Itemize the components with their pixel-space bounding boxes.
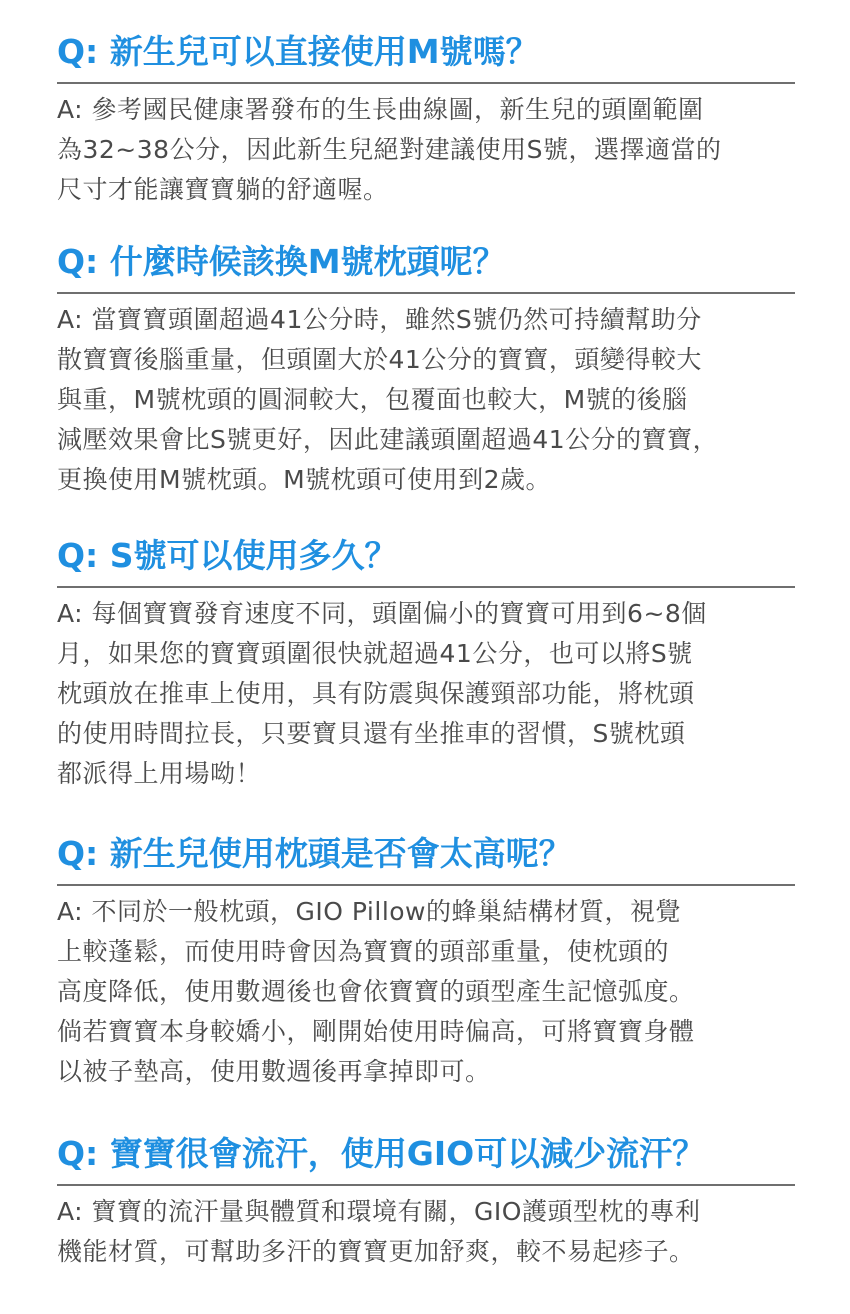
faq-question: Q: 新生兒可以直接使用M號嗎？ bbox=[57, 32, 539, 71]
answer-line: A: 每個寶寶發育速度不同，頭圍偏小的寶寶可用到6~8個 bbox=[57, 599, 707, 628]
faq-answer bbox=[57, 90, 797, 210]
faq-question: Q: S號可以使用多久？ bbox=[57, 536, 398, 575]
answer-line: 的使用時間拉長，只要寶貝還有坐推車的習慣，S號枕頭 bbox=[57, 719, 686, 748]
faq-item-s-size-duration bbox=[57, 536, 797, 794]
faq-item-newborn-m-size bbox=[57, 32, 797, 210]
answer-line: 枕頭放在推車上使用，具有防震與保護頸部功能，將枕頭 bbox=[57, 679, 695, 708]
answer-line: 更換使用M號枕頭。M號枕頭可使用到2歲。 bbox=[57, 465, 552, 494]
answer-line: 上較蓬鬆，而使用時會因為寶寶的頭部重量，使枕頭的 bbox=[57, 937, 670, 966]
faq-answer bbox=[57, 300, 797, 500]
answer-line: A: 寶寶的流汗量與體質和環境有關，GIO護頭型枕的專利 bbox=[57, 1197, 701, 1226]
answer-line: 月，如果您的寶寶頭圍很快就超過41公分，也可以將S號 bbox=[57, 639, 693, 668]
answer-line: 減壓效果會比S號更好，因此建議頭圍超過41公分的寶寶， bbox=[57, 425, 719, 454]
faq-question: Q: 寶寶很會流汗，使用GIO可以減少流汗？ bbox=[57, 1134, 706, 1173]
faq-item-sweating bbox=[57, 1134, 797, 1272]
answer-line: 倘若寶寶本身較嬌小，剛開始使用時偏高，可將寶寶身體 bbox=[57, 1017, 695, 1046]
faq-question: Q: 什麼時候該換M號枕頭呢？ bbox=[57, 242, 506, 281]
faq-answer bbox=[57, 1192, 797, 1272]
answer-line: 與重，M號枕頭的圓洞較大，包覆面也較大，M號的後腦 bbox=[57, 385, 688, 414]
faq-divider bbox=[57, 292, 795, 294]
answer-line: 都派得上用場呦！ bbox=[57, 759, 262, 788]
answer-line: 散寶寶後腦重量，但頭圍大於41公分的寶寶，頭變得較大 bbox=[57, 345, 702, 374]
answer-line: 高度降低，使用數週後也會依寶寶的頭型產生記憶弧度。 bbox=[57, 977, 695, 1006]
faq-divider bbox=[57, 586, 795, 588]
answer-line: A: 不同於一般枕頭，GIO Pillow的蜂巢結構材質，視覺 bbox=[57, 897, 682, 926]
faq-divider bbox=[57, 1184, 795, 1186]
faq-item-pillow-height bbox=[57, 834, 797, 1092]
answer-line: 機能材質，可幫助多汗的寶寶更加舒爽，較不易起疹子。 bbox=[57, 1237, 695, 1266]
answer-line: 為32~38公分，因此新生兒絕對建議使用S號，選擇適當的 bbox=[57, 135, 722, 164]
answer-line: 尺寸才能讓寶寶躺的舒適喔。 bbox=[57, 175, 389, 204]
faq-answer bbox=[57, 892, 797, 1092]
faq-divider bbox=[57, 82, 795, 84]
answer-line: 以被子墊高，使用數週後再拿掉即可。 bbox=[57, 1057, 491, 1086]
answer-line: A: 當寶寶頭圍超過41公分時，雖然S號仍然可持續幫助分 bbox=[57, 305, 702, 334]
faq-answer bbox=[57, 594, 797, 794]
answer-line: A: 參考國民健康署發布的生長曲線圖，新生兒的頭圍範圍 bbox=[57, 95, 704, 124]
faq-divider bbox=[57, 884, 795, 886]
faq-item-when-switch-m bbox=[57, 242, 797, 500]
faq-question: Q: 新生兒使用枕頭是否會太高呢？ bbox=[57, 834, 572, 873]
